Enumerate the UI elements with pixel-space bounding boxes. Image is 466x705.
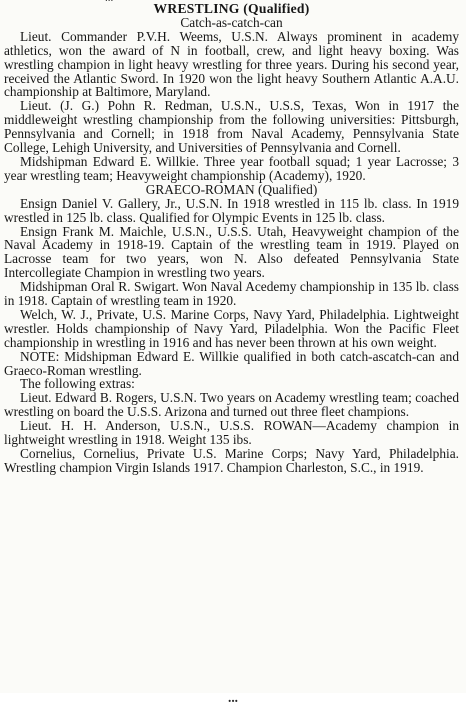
- entry-cornelius: Cornelius, Cornelius, Private U.S. Marine Corps; Navy Yard, Philadelphia. Wrestling champion Virgin Islands 1917. Champion Charleston, S.C., in 1919.: [4, 446, 459, 475]
- entry-maichle: Ensign Frank M. Maichle, U.S.N., U.S.S. Utah, Heavyweight champion of the Naval Academy in 1918-19. Captain of the wrestling team in 1919. Played on Lacrosse team for two years, won N. Also defeated Pennsylvania State Intercollegiate Champion in wrestling two years.: [4, 223, 459, 281]
- entry-swigart: Midshipman Oral R. Swigart. Won Naval Acedemy championship in 135 lb. class in 1918. Captain of wrestling team in 1920.: [4, 279, 459, 309]
- entry-willkie: Midshipman Edward E. Willkie. Three year football squad; 1 year Lacrosse; 3 year wrestling team; Heavyweight championship (Academy), 1920.: [4, 153, 459, 183]
- entry-rogers: Lieut. Edward B. Rogers, U.S.N. Two years on Academy wrestling team; coached wrestling on board the U.S.S. Arizona and turned out three fleet champions.: [4, 390, 459, 420]
- subsection-heading-graeco-roman: GRAECO-ROMAN (Qualified): [145, 181, 318, 197]
- cut-off-bottom-heading: ...: [227, 690, 238, 705]
- note-willkie: NOTE: Midshipman Edward E. Willkie qualified in both catch-ascatch-can and Graeco-Roman wrestling.: [4, 348, 459, 378]
- subsection-heading-catch-as-catch-can: Catch-as-catch-can: [180, 14, 283, 30]
- section-heading-wrestling: WRESTLING (Qualified): [153, 1, 310, 16]
- entry-welch: Welch, W. J., Private, U.S. Marine Corps, Navy Yard, Philadelphia. Lightweight wrestler. Holds championship of Navy Yard, Piladelphia. Won the Pacific Fleet championship in wrestling in 1916 and has never been thrown at his own weight.: [4, 306, 459, 350]
- wrestling-article: [4, 2, 459, 475]
- extras-intro: The following extras:: [20, 376, 135, 392]
- entry-anderson: Lieut. H. H. Anderson, U.S.N., U.S.S. ROWAN—Academy champion in lightweight wrestling in 1918. Weight 135 ibs.: [4, 418, 459, 448]
- entry-redman: Lieut. (J. G.) Pohn R. Redman, U.S.N., U.S.S, Texas, Won in 1917 the middleweight wrestling championship from the following universities: Pittsburgh, Pennsylvania and Cornell; in 1918 from Naval Academy, Pennsylvania State College, Lehigh University, and Universities of Pennsylvania and Cornell.: [4, 98, 459, 156]
- entry-weems: Lieut. Commander P.V.H. Weems, U.S.N. Always prominent in academy athletics, won the award of N in football, crew, and light heavy boxing. Was wrestling champion in light heavy wrestling for three years. During his second year, received the Atlantic Sword. In 1920 won the light heavy Southern Atlantic A.A.U. championship at Baltimore, Maryland.: [4, 28, 459, 100]
- entry-gallery: Ensign Daniel V. Gallery, Jr., U.S.N. In 1918 wrestled in 115 lb. class. In 1919 wrestled in 125 lb. class. Qualified for Olympic Events in 125 lb. class.: [4, 195, 459, 225]
